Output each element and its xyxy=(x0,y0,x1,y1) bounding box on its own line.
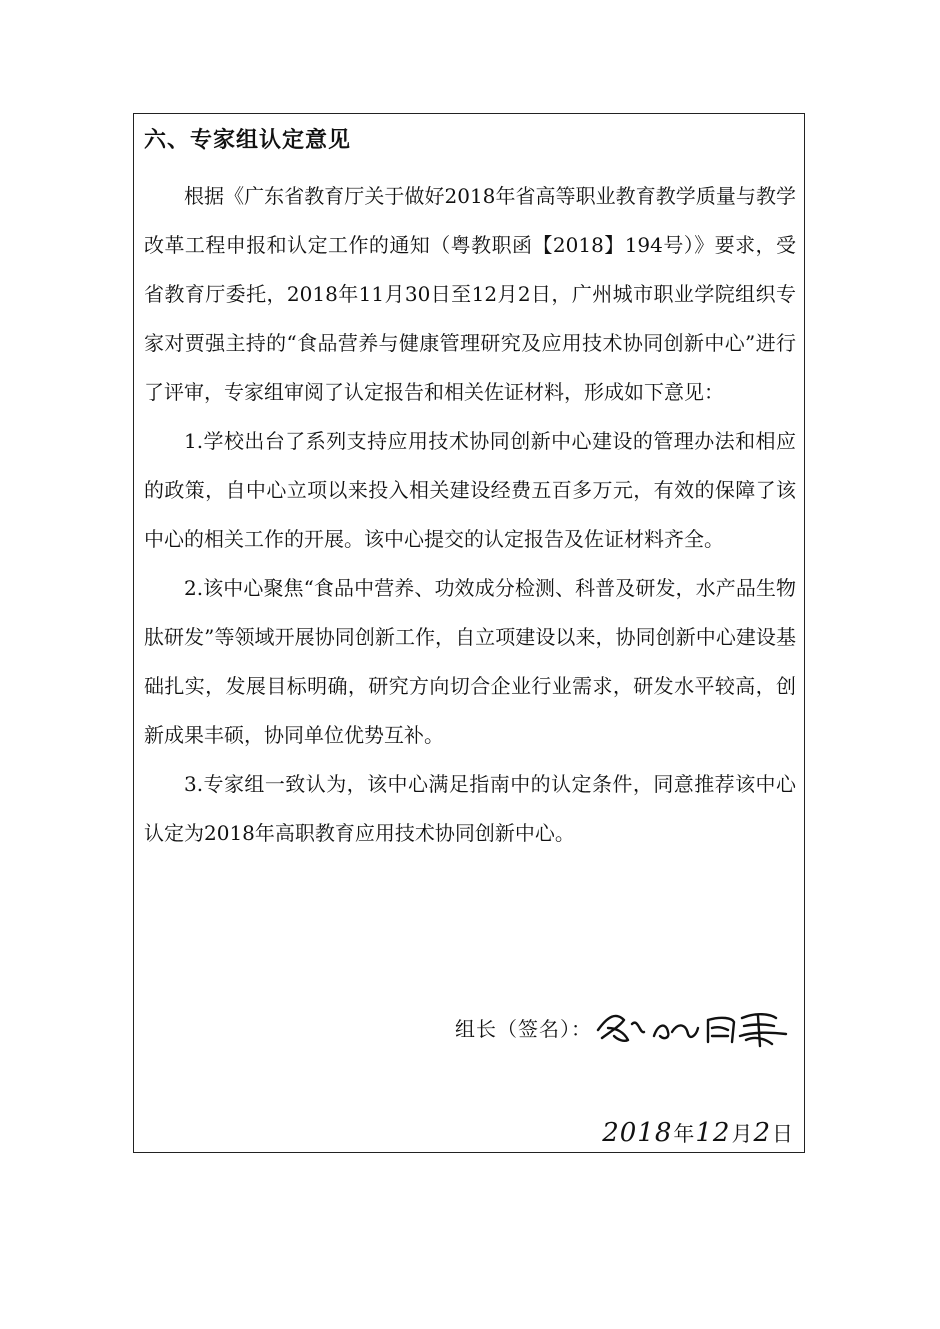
date-year-unit: 年 xyxy=(673,1122,695,1146)
date-row xyxy=(602,1104,794,1148)
date-day: 2 xyxy=(753,1118,771,1148)
opinion-item-1: 1.学校出台了系列支持应用技术协同创新中心建设的管理办法和相应的政策，自中心立项以来投入相关建设经费五百多万元，有效的保障了该中心的相关工作的开展。该中心提交的认定报告及佐证材料齐全。 xyxy=(144,429,796,551)
opinion-box xyxy=(133,113,805,1153)
intro-paragraph: 根据《广东省教育厅关于做好2018年省高等职业教育教学质量与教学改革工程申报和认定工作的通知（粤教职函【2018】194号）》要求，受省教育厅委托，2018年11月30日至12月2日，广州城市职业学院组织专家对贾强主持的“食品营养与健康管理研究及应用技术协同创新中心”进行了评审，专家组审阅了认定报告和相关佐证材料，形成如下意见： xyxy=(144,184,796,404)
date-month: 12 xyxy=(695,1118,731,1148)
opinion-item-2: 2.该中心聚焦“食品中营养、功效成分检测、科普及研发，水产品生物肽研发”等领域开展协同创新工作，自立项建设以来，协同创新中心建设基础扎实，发展目标明确，研究方向切合企业行业需求，研发水平较高，创新成果丰硕，协同单位优势互补。 xyxy=(144,576,796,747)
signature-label: 组长（签名）： xyxy=(455,1016,592,1041)
section-heading: 六、专家组认定意见 xyxy=(144,127,352,153)
opinion-body xyxy=(144,172,796,858)
date-year: 2018 xyxy=(602,1118,673,1148)
date-day-unit: 日 xyxy=(772,1122,793,1146)
date-month-unit: 月 xyxy=(731,1122,753,1146)
handwritten-signature xyxy=(594,1006,790,1048)
signature-row xyxy=(455,1002,790,1052)
opinion-item-3: 3.专家组一致认为，该中心满足指南中的认定条件，同意推荐该中心认定为2018年高职教育应用技术协同创新中心。 xyxy=(144,772,796,845)
